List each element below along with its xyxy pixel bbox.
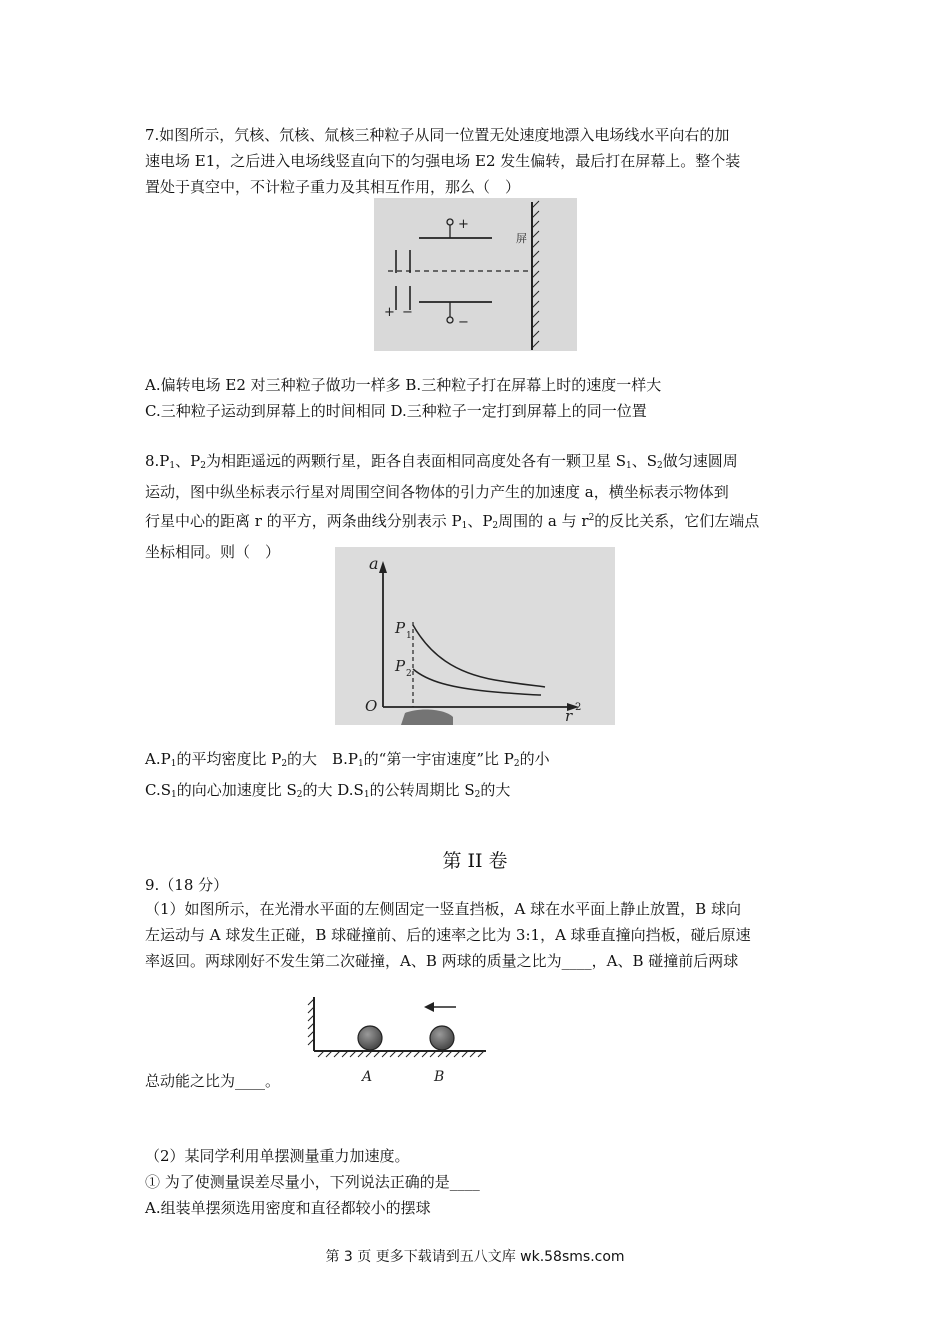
q9-ball-a-label: A: [362, 1069, 373, 1085]
q9-part2-line: ① 为了使测量误差尽量小，下列说法正确的是____: [145, 1173, 480, 1191]
q9-part2-line: A.组装单摆须选用密度和直径都较小的摆球: [145, 1199, 431, 1217]
q8-p2-label: P: [395, 657, 406, 675]
page-footer: 第 3 页 更多下载请到五八文库 wk.58sms.com: [325, 1249, 625, 1265]
q7-plus-label: +: [458, 217, 469, 232]
q7-option-line: A.偏转电场 E2 对三种粒子做功一样多 B.三种粒子打在屏幕上时的速度一样大: [145, 376, 662, 394]
q8-line-4: 坐标相同。则（ ）: [145, 543, 281, 561]
q8-p1-label: P: [395, 619, 406, 637]
q8-figure-acceleration-graph: [335, 547, 615, 725]
q7-line: 置处于真空中，不计粒子重力及其相互作用，那么（ ）: [145, 178, 521, 196]
q8-p1-sub: 1: [406, 631, 412, 641]
question-7-stem: [145, 122, 810, 200]
q9-tail: 总动能之比为____。: [145, 1072, 281, 1090]
question-9-part-1: [145, 896, 810, 974]
section-title: 第 II 卷: [442, 850, 508, 872]
q8-line-2: 运动，图中纵坐标表示行星对周围空间各物体的引力产生的加速度 a，横坐标表示物体到: [145, 483, 729, 501]
q7-option-line: C.三种粒子运动到屏幕上的时间相同 D.三种粒子一定打到屏幕上的同一位置: [145, 402, 647, 420]
q9-line: （1）如图所示，在光滑水平面的左侧固定一竖直挡板，A 球在水平面上静止放置，B 球向: [145, 900, 741, 918]
q8-x-axis-sup: 2: [575, 702, 582, 713]
q8-origin-label: O: [365, 697, 378, 715]
q8-line-3: 行星中心的距离 r 的平方，两条曲线分别表示 $P_1$、$P_2$周围的 a 与 $r^2$的反比关系，它们左端点: [145, 512, 760, 531]
q8-option-line-2: $C.S_1$的向心加速度比 $S_2$的大 $D.S_1$的公转周期比 $S_2$的大: [145, 781, 511, 800]
q7-minus-label: −: [458, 315, 469, 330]
question-9-head: [145, 872, 810, 898]
q8-p2-sub: 2: [406, 669, 412, 679]
q8-x-axis-label: r: [565, 707, 573, 725]
q9-part2-line: （2）某同学利用单摆测量重力加速度。: [145, 1147, 410, 1165]
q9-ball-b-label: B: [434, 1069, 445, 1085]
q7-left-plus-label: +: [384, 305, 395, 320]
q7-line: 7.如图所示，氕核、氘核、氚核三种粒子从同一位置无处速度地漂入电场线水平向右的加: [145, 126, 730, 144]
q8-option-line-1: $A.P_1$的平均密度比 $P_2$的大 $B.P_1$的“第一宇宙速度”比 $P_2$的小: [145, 750, 550, 769]
q7-line: 速电场 E1，之后进入电场线竖直向下的匀强电场 E2 发生偏转，最后打在屏幕上。整个装: [145, 152, 741, 170]
q7-left-minus-label: −: [402, 305, 413, 320]
q9-head: 9.（18 分）: [145, 876, 229, 894]
q7-figure-deflection-field: [374, 198, 577, 351]
q9-line: 率返回。两球刚好不发生第二次碰撞，A、B 两球的质量之比为____，A、B 碰撞前后两球: [145, 952, 739, 970]
q7-figure-svg: [374, 198, 577, 351]
q8-y-axis-label: a: [369, 554, 379, 573]
q9-line: 左运动与 A 球发生正碰，B 球碰撞前、后的速率之比为 3:1，A 球垂直撞向挡板，碰后原速: [145, 926, 751, 944]
q8-figure-svg: [335, 547, 615, 725]
question-9-part-1-tail: [145, 1068, 810, 1094]
question-9-part-2: [145, 1143, 810, 1221]
q7-screen-label: 屏: [516, 232, 527, 245]
q8-line-1: $8.P_1$、$P_2$为相距遥远的两颗行星，距各自表面相同高度处各有一颗卫星 $S_1$、$S_2$做匀速圆周: [145, 452, 738, 471]
question-8-options: [145, 746, 810, 808]
question-7-options: [145, 372, 810, 424]
